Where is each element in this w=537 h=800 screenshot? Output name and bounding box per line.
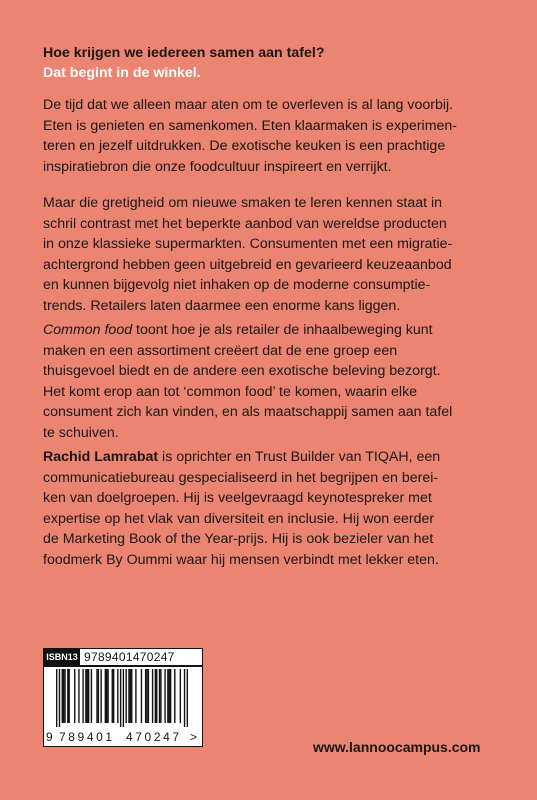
barcode-bar xyxy=(74,669,75,723)
text-line: consument zich kan vinden, en als maatschappij samen aan tafel xyxy=(43,404,453,421)
barcode-bars xyxy=(56,669,188,727)
barcode-bar xyxy=(131,669,132,723)
intro-block xyxy=(43,43,503,83)
text-line: expertise op het vlak van diversiteit en inclusie. Hij won eerder xyxy=(43,510,435,527)
text-line xyxy=(43,320,505,341)
text-line: trends. Retailers laten daarmee een enorme kans liggen. xyxy=(43,297,401,314)
barcode-bar xyxy=(56,669,57,727)
barcode-bar xyxy=(167,669,168,723)
text-line: en kunnen bijgevolg niet inhaken op de moderne consumptie- xyxy=(43,277,431,294)
text-line: foodmerk By Oummi waar hij mensen verbindt met lekker eten. xyxy=(43,551,439,568)
barcode-bar xyxy=(98,669,99,723)
barcode-bar xyxy=(169,669,170,723)
subheadline: Dat begint in de winkel. xyxy=(43,65,201,81)
barcode-divider xyxy=(44,665,202,667)
barcode-bar xyxy=(63,669,64,723)
barcode-bar xyxy=(155,669,156,723)
text-line: Eten is genieten en samenkomen. Eten klaarmaken is experimen- xyxy=(43,117,458,134)
barcode-bar xyxy=(187,669,188,727)
barcode-bar xyxy=(91,669,92,723)
barcode-bar xyxy=(148,669,149,723)
barcode-digits xyxy=(44,729,202,745)
barcode-bar xyxy=(88,669,89,723)
barcode-bar xyxy=(130,669,131,723)
barcode-bar xyxy=(180,669,181,723)
barcode-arrow: > xyxy=(190,730,198,744)
isbn-number: 9789401470247 xyxy=(84,650,175,664)
text-line: ken van doelgroepen. Hij is veelgevraagd keynotespreker met xyxy=(43,490,432,507)
barcode-bar xyxy=(152,669,153,723)
barcode-digit-first: 9 xyxy=(46,730,53,744)
text-line: schril contrast met het beperkte aanbod van wereldse producten xyxy=(43,215,447,232)
text-line: De tijd dat we alleen maar aten om te overleven is al lang voorbij. xyxy=(43,97,454,113)
barcode-bar xyxy=(125,669,126,723)
barcode-bar xyxy=(87,669,88,723)
barcode-bar xyxy=(135,669,136,723)
text-fragment: is oprichter en Trust Builder van TIQAH, een xyxy=(158,449,441,465)
barcode-bar xyxy=(100,669,101,723)
barcode-bar xyxy=(160,669,161,723)
barcode-bar xyxy=(170,669,171,723)
text-line: communicatiebureau gespecialiseerd in het begrijpen en berei- xyxy=(43,469,439,486)
text-line: thuisgevoel biedt en de andere een exotische beleving bezorgt. xyxy=(43,363,441,380)
isbn-label: ISBN13 xyxy=(44,649,80,665)
blurb-paragraph-1 xyxy=(43,95,505,177)
barcode-bar xyxy=(156,669,157,723)
barcode-bar xyxy=(112,669,113,723)
barcode-bar xyxy=(106,669,107,723)
text-line: maken en een assortiment creëert dat de ene groep een xyxy=(43,342,398,359)
barcode-bar xyxy=(69,669,70,723)
barcode-bar xyxy=(78,669,79,723)
text-line: in onze klassieke supermarkten. Consumenten met een migratie- xyxy=(43,236,453,253)
barcode-bar xyxy=(62,669,63,723)
text-line: de Marketing Book of the Year-prijs. Hij is ook bezieler van het xyxy=(43,531,434,548)
text-line: Maar die gretigheid om nieuwe smaken te leren kennen staat in xyxy=(43,195,443,211)
isbn-barcode xyxy=(43,648,203,747)
book-title: Common food xyxy=(43,322,133,338)
text-line: Het komt erop aan tot ‘common food’ te komen, waarin elke xyxy=(43,383,418,400)
author-bio xyxy=(43,447,505,571)
barcode-bar xyxy=(82,669,83,723)
text-line: teren en jezelf uitdrukken. De exotische keuken is een prachtige xyxy=(43,138,446,155)
barcode-digits-left: 789401 xyxy=(59,730,115,744)
barcode-bar xyxy=(174,669,175,723)
barcode-bar xyxy=(184,669,185,727)
barcode-bar xyxy=(146,669,147,723)
barcode-bar xyxy=(59,669,60,727)
text-line: achtergrond hebben geen uitgebreid en gevarieerd keuzeaanbod xyxy=(43,256,452,273)
barcode-digits-right: 470247 xyxy=(126,730,182,744)
blurb-paragraph-2 xyxy=(43,193,505,317)
barcode-bar xyxy=(128,669,129,723)
barcode-bar xyxy=(85,669,86,723)
author-name: Rachid Lamrabat xyxy=(43,449,159,465)
barcode-bar xyxy=(113,669,114,723)
barcode-bar xyxy=(159,669,160,723)
barcode-bar xyxy=(141,669,142,723)
barcode-bar xyxy=(164,669,165,723)
headline: Hoe krijgen we iedereen samen aan tafel? xyxy=(43,45,325,61)
barcode-bar xyxy=(67,669,68,723)
barcode-bar xyxy=(107,669,108,723)
barcode-bar xyxy=(123,669,124,727)
barcode-bar xyxy=(64,669,65,723)
barcode-bar xyxy=(117,669,118,723)
text-fragment: toont hoe je als retailer de inhaalbeweging kunt xyxy=(132,322,433,338)
publisher-website: www.lannoocampus.com xyxy=(313,739,481,755)
text-line xyxy=(43,447,505,468)
barcode-bar xyxy=(120,669,121,727)
text-line: te schuiven. xyxy=(43,424,119,441)
blurb-paragraph-3 xyxy=(43,320,505,444)
barcode-bar xyxy=(145,669,146,723)
barcode-bar xyxy=(96,669,97,723)
barcode-bar xyxy=(105,669,106,723)
text-line: inspiratiebron die onze foodcultuur inspireert en verrijkt. xyxy=(43,158,392,175)
